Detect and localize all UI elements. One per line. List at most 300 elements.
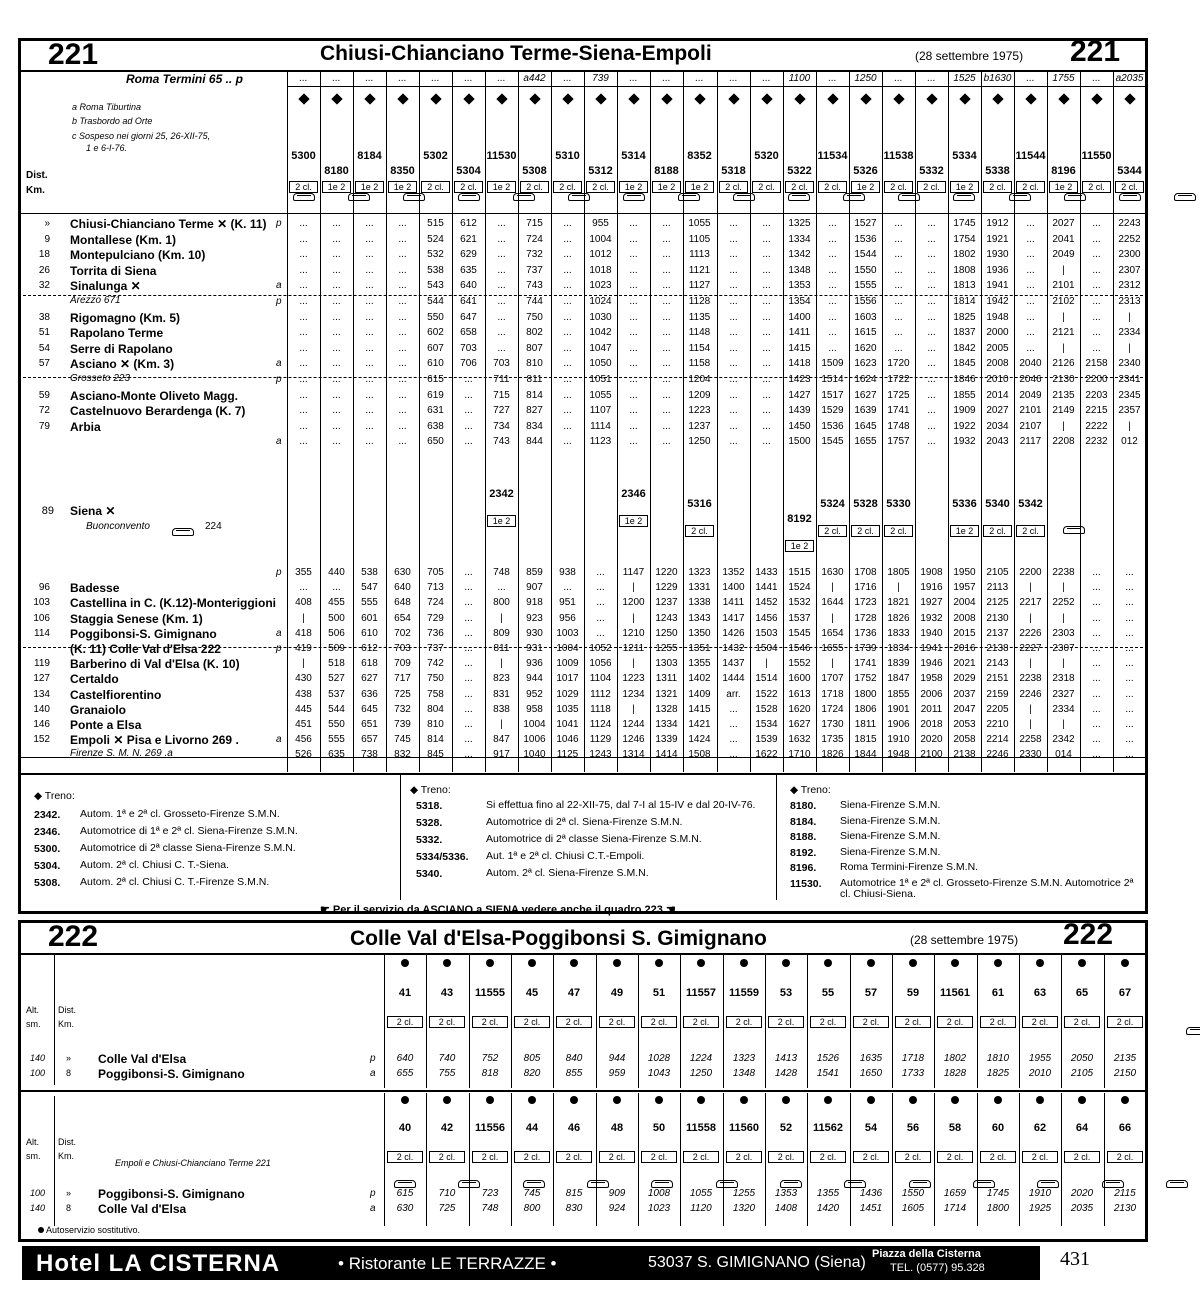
time-cell: ... [1026, 327, 1035, 338]
arr-dep-mark: a [276, 358, 282, 369]
time-cell: 1724 [821, 704, 844, 715]
time-cell: 1421 [688, 719, 711, 730]
time-cell: ... [927, 234, 936, 245]
train-class: 2 cl. [641, 1151, 677, 1163]
time-cell: ... [1026, 296, 1035, 307]
time-cell: | [1029, 658, 1032, 669]
time-cell: 1311 [655, 673, 678, 684]
bus-service-dot-icon [824, 959, 832, 967]
time-cell: 1714 [943, 1203, 967, 1214]
roma-termini-line: Roma Termini 65 .. p [126, 72, 243, 86]
time-cell: ... [729, 749, 738, 760]
station-name: Montallese (Km. 1) [70, 233, 177, 247]
time-cell: ... [662, 296, 671, 307]
time-cell: | [831, 658, 834, 669]
railcar-icon [788, 193, 810, 201]
time-cell: ... [299, 280, 308, 291]
top-time: ... [365, 73, 374, 84]
station-km: 32 [38, 280, 50, 291]
time-cell: ... [365, 265, 374, 276]
time-cell: 1426 [722, 628, 745, 639]
time-cell: ... [398, 327, 407, 338]
time-cell: 2037 [953, 689, 976, 700]
railcar-icon [1009, 193, 1031, 201]
time-cell: 918 [526, 597, 543, 608]
station-km: 106 [33, 613, 50, 624]
train-class: 2 cl. [818, 181, 847, 193]
bus-service-dot-icon [486, 1096, 494, 1104]
time-cell: ... [299, 582, 308, 593]
time-cell: ... [927, 374, 936, 385]
time-cell: ... [662, 234, 671, 245]
time-cell: 2246 [986, 749, 1009, 760]
time-cell: ... [629, 358, 638, 369]
time-cell: 1654 [821, 628, 844, 639]
time-cell: ... [1092, 749, 1101, 760]
table-222-number-left: 222 [48, 920, 99, 953]
time-cell: 1821 [887, 597, 910, 608]
time-cell: 1024 [589, 296, 612, 307]
legend-text: Automotrice di 1ª e 2ª cl. Siena-Firenze S.M.N. [80, 825, 298, 837]
time-cell: 1707 [821, 673, 844, 684]
top-time: ... [695, 73, 704, 84]
time-cell: ... [332, 421, 341, 432]
time-cell: 1135 [688, 312, 711, 323]
bus-service-dot-icon [1121, 959, 1129, 967]
time-cell: ... [563, 436, 572, 447]
time-cell: ... [828, 312, 837, 323]
time-cell: 1123 [589, 436, 612, 447]
time-cell: 744 [526, 296, 543, 307]
train-class: 2 cl. [853, 1151, 889, 1163]
time-cell: ... [1092, 582, 1101, 593]
time-cell: 1957 [953, 582, 976, 593]
time-cell: 2357 [1118, 405, 1141, 416]
time-cell: 710 [438, 1188, 456, 1199]
time-cell: 2159 [986, 689, 1009, 700]
time-cell: 1921 [986, 234, 1009, 245]
legend-text: Siena-Firenze S.M.N. [840, 845, 941, 858]
time-cell: ... [398, 421, 407, 432]
time-cell: | [1029, 704, 1032, 715]
time-cell: 1745 [953, 218, 976, 229]
dist-km: » [66, 1188, 72, 1198]
arr-dep-mark: p [276, 374, 282, 385]
train-number: 8352 [687, 150, 712, 162]
time-cell: 2252 [1118, 234, 1141, 245]
time-cell: ... [828, 249, 837, 260]
train-class: 2 cl. [884, 181, 913, 193]
time-cell: ... [563, 343, 572, 354]
time-cell: 1532 [788, 597, 811, 608]
station-km: 54 [38, 343, 50, 354]
km-label: Km. [26, 185, 45, 196]
time-cell: 2203 [1085, 390, 1108, 401]
time-cell: 713 [427, 582, 444, 593]
time-cell: ... [1026, 265, 1035, 276]
time-cell: ... [927, 265, 936, 276]
time-cell: 1456 [755, 613, 778, 624]
time-cell: 2041 [1052, 234, 1075, 245]
bus-service-dot-icon [1121, 1096, 1129, 1104]
table-222-number-right: 222 [1063, 918, 1114, 951]
station-name: Castellina in C. (K.12)-Monteriggioni [70, 596, 277, 610]
time-cell: 1334 [655, 719, 678, 730]
time-cell: 438 [295, 689, 312, 700]
bus-icon [172, 528, 194, 536]
bus-service-dot-icon [951, 1096, 959, 1104]
siena-train-number: 2342 [489, 488, 514, 500]
legend-text: Siena-Firenze S.M.N. [840, 814, 941, 827]
time-cell: 1343 [688, 613, 711, 624]
time-cell: 515 [427, 218, 444, 229]
time-cell: ... [1092, 673, 1101, 684]
arr-dep-mark: p [276, 567, 282, 578]
time-cell: 1224 [689, 1053, 713, 1064]
time-cell: ... [563, 582, 572, 593]
time-cell: 1826 [887, 613, 910, 624]
time-cell: 1655 [821, 643, 844, 654]
station-name: Serre di Rapolano [70, 342, 173, 356]
time-cell: 1645 [854, 421, 877, 432]
time-cell: ... [332, 312, 341, 323]
time-cell: 2125 [986, 597, 1009, 608]
time-cell: 615 [427, 374, 444, 385]
station-name: Badesse [70, 581, 120, 595]
time-cell: 840 [565, 1053, 583, 1064]
time-cell: ... [762, 234, 771, 245]
time-cell: 1125 [556, 749, 579, 760]
bus-icon [716, 1180, 738, 1188]
time-cell: 524 [427, 234, 444, 245]
time-cell: 2027 [986, 405, 1009, 416]
top-time: a442 [523, 73, 546, 84]
time-cell: ... [729, 218, 738, 229]
time-cell: 2043 [986, 436, 1009, 447]
time-cell: 1655 [854, 436, 877, 447]
time-cell: 658 [460, 327, 477, 338]
time-cell: 1353 [774, 1188, 798, 1199]
time-cell: 725 [438, 1203, 456, 1214]
time-cell: 2258 [1019, 734, 1042, 745]
time-cell: 2214 [986, 734, 1009, 745]
time-cell: ... [365, 405, 374, 416]
time-cell: 1121 [688, 265, 711, 276]
time-cell: 615 [396, 1188, 414, 1199]
bus-service-dot-icon [401, 959, 409, 967]
time-cell: ... [299, 327, 308, 338]
time-cell: 748 [493, 567, 510, 578]
time-cell: 2102 [1052, 296, 1075, 307]
time-cell: 1811 [854, 719, 877, 730]
time-cell: ... [464, 421, 473, 432]
time-cell: 739 [394, 719, 411, 730]
time-cell: 1040 [523, 749, 546, 760]
time-cell: ... [1092, 613, 1101, 624]
time-cell: 831 [493, 689, 510, 700]
station-km: 146 [33, 719, 50, 730]
time-cell: 2020 [920, 734, 943, 745]
legend-text: Autom. 2ª cl. Siena-Firenze S.M.N. [486, 867, 649, 879]
time-cell: 1124 [589, 719, 612, 730]
time-cell: 1348 [788, 265, 811, 276]
alt-label-1: Alt. [26, 1005, 40, 1015]
time-cell: ... [927, 390, 936, 401]
bus-service-dot-icon [1078, 959, 1086, 967]
time-cell: ... [662, 358, 671, 369]
time-cell: 1932 [953, 436, 976, 447]
time-cell: 2040 [1019, 358, 1042, 369]
bus-service-dot-icon [443, 1096, 451, 1104]
siena-train-class: 2 cl. [818, 525, 847, 537]
time-cell: 1400 [788, 312, 811, 323]
train-number: 11544 [1015, 150, 1046, 162]
column-divider [1146, 1093, 1147, 1226]
time-cell: ... [365, 343, 374, 354]
time-cell: ... [1125, 749, 1134, 760]
station-name: Chiusi-Chianciano Terme ✕ (K. 11) [70, 217, 267, 231]
time-cell: 745 [523, 1188, 541, 1199]
time-cell: 1940 [920, 628, 943, 639]
time-cell: 1922 [953, 421, 976, 432]
time-cell: 1323 [688, 567, 711, 578]
legend-train-number: 5334/5336. [416, 851, 469, 863]
time-cell: 706 [460, 358, 477, 369]
time-cell: 610 [361, 628, 378, 639]
time-cell: 1855 [953, 390, 976, 401]
time-cell: ... [1125, 658, 1134, 669]
time-cell: 1223 [622, 673, 645, 684]
time-cell: ... [464, 673, 473, 684]
time-cell: ... [927, 218, 936, 229]
bus-service-dot-icon [401, 1096, 409, 1104]
time-cell: 2113 [986, 582, 1009, 593]
time-cell: 1325 [788, 218, 811, 229]
time-cell: | [1062, 421, 1065, 432]
time-cell: 1246 [622, 734, 645, 745]
time-cell: ... [299, 218, 308, 229]
time-cell: ... [332, 343, 341, 354]
bus-service-dot-icon [1036, 1096, 1044, 1104]
time-cell: ... [299, 234, 308, 245]
time-cell: 750 [526, 312, 543, 323]
time-cell: 832 [394, 749, 411, 760]
siena-km: 89 [41, 505, 54, 517]
time-cell: ... [464, 643, 473, 654]
legend-text: Aut. 1ª e 2ª cl. Chiusi C.T.-Empoli. [486, 850, 645, 862]
time-cell: ... [365, 312, 374, 323]
time-cell: 537 [328, 689, 345, 700]
time-cell: 1725 [887, 390, 910, 401]
time-cell: 1552 [788, 658, 811, 669]
time-cell: 810 [427, 719, 444, 730]
time-cell: ... [563, 374, 572, 385]
time-cell: 1414 [655, 749, 678, 760]
train-number: 8196 [1051, 165, 1076, 177]
time-cell: ... [828, 265, 837, 276]
time-cell: ... [927, 421, 936, 432]
time-cell: 750 [427, 673, 444, 684]
time-cell: 800 [523, 1203, 541, 1214]
time-cell: 2246 [1019, 689, 1042, 700]
siena-train-number: 5324 [820, 498, 845, 510]
time-cell: 800 [493, 597, 510, 608]
time-cell: ... [1092, 327, 1101, 338]
time-cell: ... [596, 613, 605, 624]
station-name: Torrita di Siena [70, 264, 157, 278]
time-cell: 1545 [788, 628, 811, 639]
km-label-2: Km. [58, 1151, 75, 1161]
footer-ad [22, 1246, 1040, 1280]
time-cell: 1321 [655, 689, 678, 700]
time-cell: 727 [493, 405, 510, 416]
siena-train-class: 2 cl. [685, 525, 714, 537]
time-cell: 1736 [854, 628, 877, 639]
piazza: Piazza della Cisterna [872, 1248, 981, 1260]
time-cell: 555 [361, 597, 378, 608]
time-cell: 1837 [953, 327, 976, 338]
time-cell: ... [563, 312, 572, 323]
top-time: ... [398, 73, 407, 84]
telephone: TEL. (0577) 95.328 [890, 1262, 985, 1274]
time-cell: ... [1092, 658, 1101, 669]
time-cell: 527 [328, 673, 345, 684]
train-number: 11562 [813, 1122, 843, 1134]
time-cell: 1910 [1028, 1188, 1052, 1199]
siena-train-class: 2 cl. [1016, 525, 1045, 537]
arr-dep-mark: p [276, 218, 282, 229]
time-cell: 532 [427, 249, 444, 260]
station-name: Arezzo 671 [70, 295, 121, 306]
time-cell: 855 [565, 1068, 583, 1079]
time-cell: 2307 [1052, 643, 1075, 654]
siena-train-class: 1e 2 [619, 515, 648, 527]
time-cell: ... [464, 628, 473, 639]
hotel-name: Hotel LA CISTERNA [36, 1250, 281, 1277]
time-cell: ... [299, 312, 308, 323]
top-time: 1755 [1052, 73, 1075, 84]
siena-train-number: 5330 [886, 498, 911, 510]
time-cell: ... [894, 312, 903, 323]
train-class: 1e 2 [388, 181, 417, 193]
bus-service-dot-icon [570, 959, 578, 967]
time-cell: 814 [427, 734, 444, 745]
train-class: 2 cl. [429, 1016, 465, 1028]
time-cell: ... [762, 296, 771, 307]
time-cell: 1237 [688, 421, 711, 432]
bus-icon [523, 1180, 545, 1188]
time-cell: ... [563, 265, 572, 276]
time-cell: 1728 [854, 613, 877, 624]
time-cell: 418 [295, 628, 312, 639]
time-cell: ... [398, 405, 407, 416]
time-cell: ... [497, 582, 506, 593]
pointing-hand-left-icon: ☚ [662, 904, 676, 916]
time-cell: ... [828, 218, 837, 229]
time-cell: 2010 [986, 374, 1009, 385]
legend-222 [38, 1225, 140, 1235]
note-c1: c Sospeso nei giorni 25, 26-XII-75, [72, 131, 211, 141]
time-cell: ... [662, 343, 671, 354]
time-cell: 732 [394, 704, 411, 715]
time-cell: 1334 [788, 234, 811, 245]
time-cell: 736 [427, 628, 444, 639]
time-cell: ... [563, 249, 572, 260]
time-cell: ... [1026, 343, 1035, 354]
time-cell: ... [894, 343, 903, 354]
time-cell: 1046 [556, 734, 579, 745]
station-km: 9 [44, 234, 50, 245]
time-cell: ... [497, 343, 506, 354]
time-cell: 629 [460, 249, 477, 260]
time-cell: 1444 [722, 673, 745, 684]
time-cell: 1708 [854, 567, 877, 578]
note-b: b Trasbordo ad Orte [72, 116, 153, 126]
time-cell: 2004 [953, 597, 976, 608]
time-cell: 1912 [986, 218, 1009, 229]
time-cell: ... [497, 296, 506, 307]
time-cell: ... [332, 249, 341, 260]
time-cell: 1420 [816, 1203, 840, 1214]
station-name: Asciano-Monte Oliveto Magg. [70, 389, 239, 403]
time-cell: 2303 [1052, 628, 1075, 639]
time-cell: ... [762, 405, 771, 416]
time-cell: 1113 [689, 249, 710, 260]
time-cell: 936 [526, 658, 543, 669]
legend-train-number: 8188. [790, 831, 817, 843]
siena-train-class: 2 cl. [983, 525, 1012, 537]
altitude: 140 [30, 1053, 46, 1063]
train-number: 11556 [475, 1122, 505, 1134]
time-cell: ... [1125, 643, 1134, 654]
time-cell: 627 [361, 673, 378, 684]
time-cell: ... [299, 421, 308, 432]
station-name: Colle Val d'Elsa [98, 1202, 187, 1216]
train-class: 2 cl. [586, 181, 615, 193]
time-cell: 1441 [755, 582, 778, 593]
time-cell: 1635 [859, 1053, 883, 1064]
time-cell: ... [762, 312, 771, 323]
station-km: 134 [33, 689, 50, 700]
station-km: » [44, 218, 50, 229]
bus-service-dot-icon [528, 1096, 536, 1104]
time-cell: ... [596, 628, 605, 639]
bus-service-dot-icon [613, 1096, 621, 1104]
time-cell: ... [398, 436, 407, 447]
time-cell: ... [662, 249, 671, 260]
time-cell: 820 [523, 1068, 541, 1079]
time-cell: ... [762, 265, 771, 276]
time-cell: 723 [481, 1188, 499, 1199]
time-cell: 1351 [688, 643, 711, 654]
station-name: Castelnuovo Berardenga (K. 7) [70, 404, 246, 418]
time-cell: 455 [328, 597, 345, 608]
time-cell: 1810 [986, 1053, 1010, 1064]
time-cell: 1650 [859, 1068, 883, 1079]
time-cell: 2047 [953, 704, 976, 715]
time-cell: 640 [396, 1053, 414, 1064]
time-cell: ... [365, 296, 374, 307]
time-cell: ... [662, 327, 671, 338]
time-cell: ... [332, 436, 341, 447]
time-cell: 1527 [854, 218, 877, 229]
time-cell: 732 [526, 249, 543, 260]
bus-icon [587, 1180, 609, 1188]
train-number: 44 [525, 1122, 539, 1134]
station-km: 26 [38, 265, 50, 276]
time-cell: ... [464, 613, 473, 624]
railcar-icon [623, 193, 645, 201]
